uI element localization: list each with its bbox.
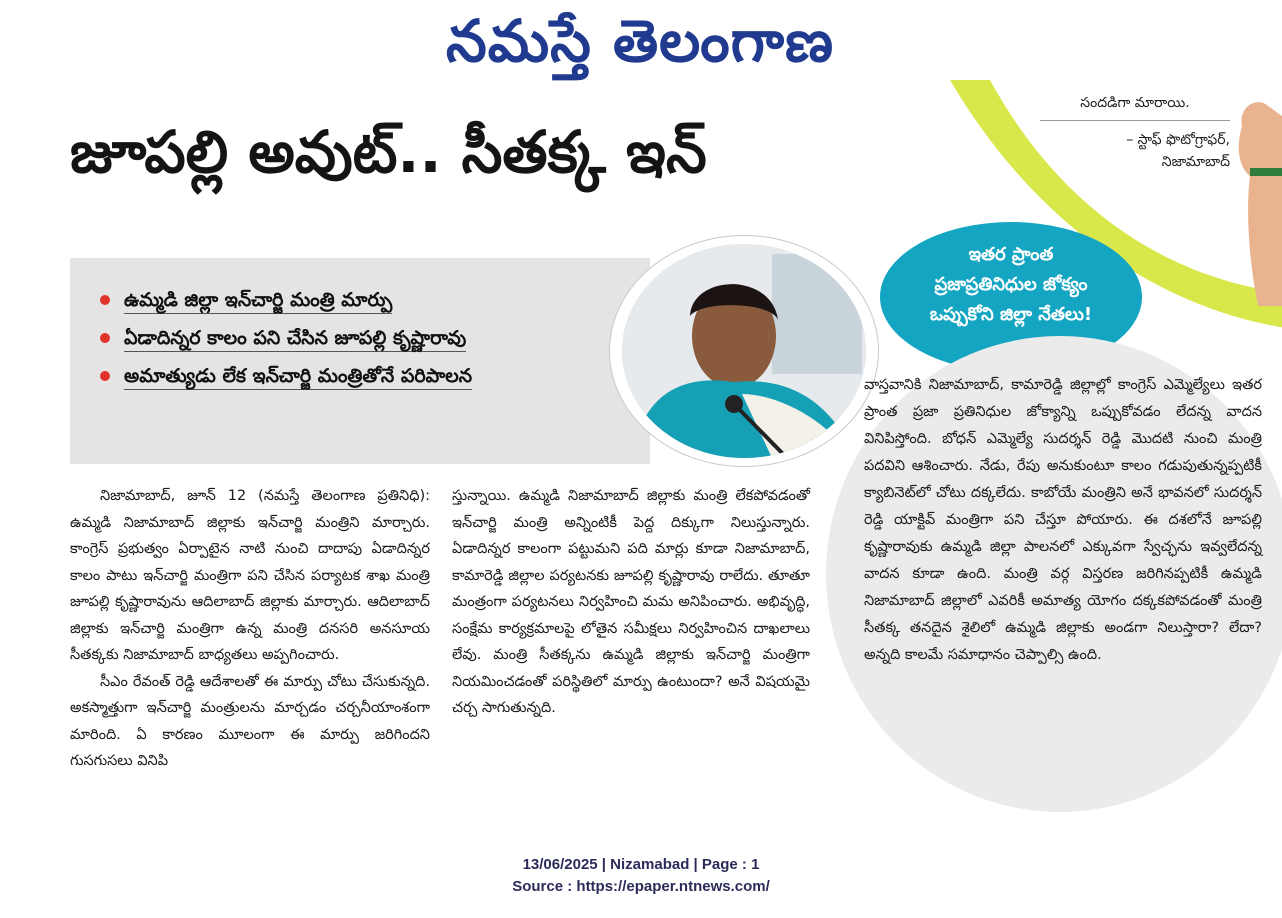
snippet-divider bbox=[1040, 120, 1230, 121]
newspaper-masthead: నమస్తే తెలంగాణ bbox=[446, 7, 834, 75]
bullet-icon bbox=[100, 333, 110, 343]
page-footer bbox=[0, 854, 1282, 898]
footer-source: Source : https://epaper.ntnews.com/ bbox=[512, 878, 770, 895]
callout-line2: ప్రజాప్రతినిధుల జోక్యం bbox=[934, 274, 1088, 295]
callout-line1: ఇతర ప్రాంత bbox=[968, 244, 1054, 265]
circle-text-body bbox=[812, 372, 1272, 669]
article-column-2 bbox=[452, 483, 810, 722]
article-paragraph: నిజామాబాద్, జూన్ 12 (నమస్తే తెలంగాణ ప్రతినిధి): ఉమ్మడి నిజామాబాద్ జిల్లాకు ఇన్‌చార్జి మంత్రిని మార్చారు. కాంగ్రెస్ ప్రభుత్వం ఏర్పాటైన నాటి నుంచి దాదాపు ఏడాదిన్నర కాలం పాటు ఇన్‌చార్జి మంత్రిగా పని చేసిన పర్యాటక శాఖ మంత్రి జూపల్లి కృష్ణారావును ఆదిలాబాద్ జిల్లాకు మార్చారు. ఆదిలాబాద్ జిల్లాకు ఇన్‌చార్జి మంత్రిగా ఉన్న మంత్రి దనసరి అనసూయ సీతక్కకు నిజామాబాద్ బాధ్యతలు అప్పగించారు. bbox=[70, 488, 430, 663]
highlight-text: ఏడాదిన్నర కాలం పని చేసిన జూపల్లి కృష్ణారావు bbox=[124, 327, 466, 352]
snippet-text: సందడిగా మారాయి. bbox=[1080, 95, 1190, 111]
photo-credit-line2: నిజామాబాద్ bbox=[1161, 154, 1230, 170]
headline: జూపల్లి అవుట్.. సీతక్క ఇన్ bbox=[70, 118, 707, 186]
raised-hand-photo-fragment bbox=[1228, 96, 1282, 306]
highlight-text: అమాత్యుడు లేక ఇన్‌చార్జి మంత్రితోనే పరిపాలన bbox=[124, 365, 472, 390]
article-column-1 bbox=[70, 483, 430, 775]
circle-paragraph: వాస్తవానికి నిజామాబాద్, కామారెడ్డి జిల్లాల్లో కాంగ్రెస్ ఎమ్మెల్యేలు ఇతర ప్రాంత ప్రజా ప్రతినిధుల జోక్యాన్ని ఒప్పుకోవడం లేదన్న వాదన వినిపిస్తోంది. బోధన్ ఎమ్మెల్యే సుదర్శన్ రెడ్డి మొదటి నుంచి మంత్రి పదవిని ఆశించారు. నేడు, రేపు అనుకుంటూ కాలం గడుపుతున్నప్పటికీ క్యాబినెట్‌లో చోటు దక్కలేదు. కాబోయే మంత్రిని అనే భావనలో సుదర్శన్ రెడ్డి యాక్టివ్ మంత్రిగా పని చేస్తూ పోయారు. ఈ దశలోనే జూపల్లి కృష్ణారావుకు ఉమ్మడి జిల్లా పాలనలో ఎక్కువగా స్వేచ్ఛను ఇవ్వలేదన్న వాదన కూడా ఉంది. మంత్రి వర్గ విస్తరణ జరిగినప్పటికీ ఉమ్మడి నిజామాబాద్ జిల్లాలో ఎవరికీ అమాత్య యోగం దక్కకపోవడంతో మంత్రి సీతక్క తనదైన శైలిలో ఉమ్మడి జిల్లాకు అండగా నిలుస్తారా? లేదా? అన్నది కాలమే సమాధానం చెప్పాల్సి ఉంది. bbox=[864, 377, 1262, 663]
highlight-item bbox=[100, 324, 594, 352]
photo-credit-line1: – స్టాఫ్ ఫొటోగ్రాఫర్, bbox=[1126, 132, 1230, 148]
adjacent-story-snippet bbox=[1040, 92, 1230, 173]
callout-line3: ఒప్పుకోని జిల్లా నేతలు! bbox=[929, 304, 1093, 325]
highlight-text: ఉమ్మడి జిల్లా ఇన్‌చార్జి మంత్రి మార్పు bbox=[124, 289, 392, 314]
bullet-icon bbox=[100, 295, 110, 305]
article-paragraph: సీఎం రేవంత్ రెడ్డి ఆదేశాలతో ఈ మార్పు చోటు చేసుకున్నది. అకస్మాత్తుగా ఇన్‌చార్జి మంత్రులను మార్చడం చర్చనీయాంశంగా మారింది. ఏ కారణం మూలంగా ఈ మార్పు జరిగిందని గుసగుసలు వినిపి bbox=[70, 673, 430, 769]
highlights-box bbox=[70, 258, 650, 464]
highlight-item bbox=[100, 286, 594, 314]
footer-date-edition: 13/06/2025 | Nizamabad | Page : 1 bbox=[522, 856, 760, 873]
bullet-icon bbox=[100, 371, 110, 381]
highlight-item bbox=[100, 362, 594, 390]
article-paragraph: స్తున్నాయి. ఉమ్మడి నిజామాబాద్ జిల్లాకు మంత్రి లేకపోవడంతో ఇన్‌చార్జి మంత్రి అన్నింటికీ పెద్ద దిక్కుగా నిలుస్తున్నారు. ఏడాదిన్నర కాలంగా పట్టుమని పది మార్లు కూడా నిజామాబాద్, కామారెడ్డి జిల్లాల పర్యటనకు జూపల్లి కృష్ణారావు రాలేదు. తూతూ మంత్రంగా పర్యటనలు నిర్వహించి మమ అనిపించారు. అభివృద్ధి, సంక్షేమ కార్యక్రమాలపై లోతైన సమీక్షలు నిర్వహించిన దాఖలాలు లేవు. మంత్రి సీతక్కను ఉమ్మడి జిల్లాకు ఇన్‌చార్జి మంత్రిగా నియమించడంతో పరిస్థితిలో మార్పు ఉంటుందా? అనే విషయమై చర్చ సాగుతున్నది. bbox=[452, 488, 810, 716]
